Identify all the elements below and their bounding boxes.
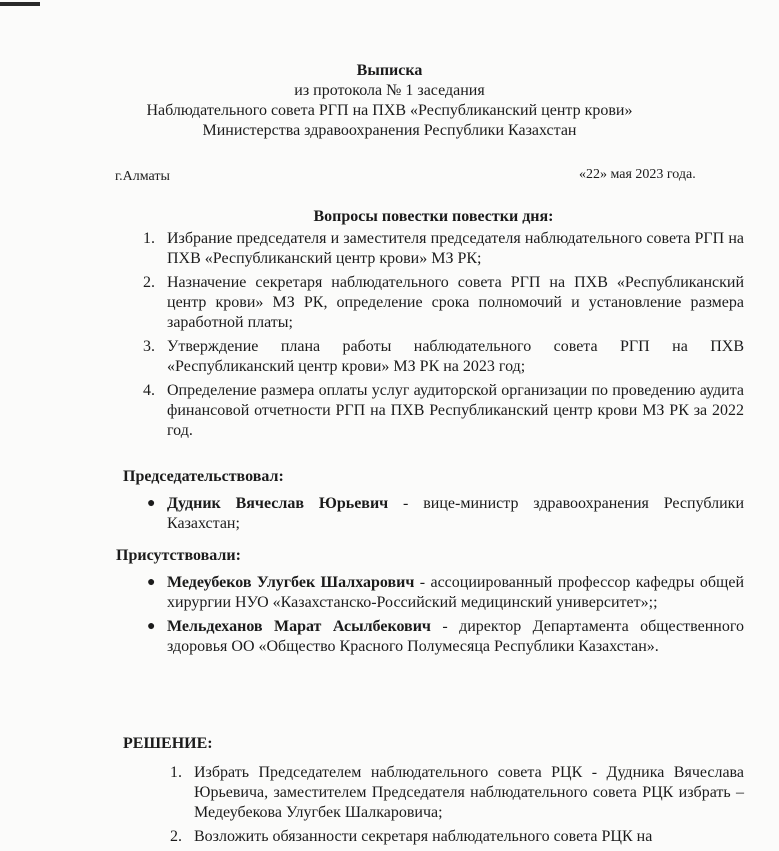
list-item [147, 617, 744, 657]
bullet-icon: ● [147, 575, 156, 590]
person-name: Мельдеханов Марат Асылбекович [167, 618, 431, 635]
ministry-line: Министерства здравоохранения Республики Казахстан [202, 122, 577, 139]
person-role: - вице-министр здравоохранения Республики Казахстан; [167, 495, 745, 532]
decision-heading: РЕШЕНИЕ: [123, 735, 213, 752]
present-list [147, 573, 745, 661]
person-role: - директор Департамента общественного здоровья ОО «Общество Красного Полумесяца Республики Казахстан». [167, 618, 744, 655]
list-item [147, 573, 745, 613]
date-label: «22» мая 2023 года. [579, 167, 696, 182]
agenda-item: 1. Избрание председателя и заместителя председателя наблюдательного совета РГП на ПХВ «Республиканский центр крови» МЗ РК; [143, 230, 744, 267]
bullet-icon: ● [147, 619, 156, 634]
place-label: г.Алматы [115, 169, 170, 184]
chaired-list [147, 494, 745, 538]
agenda-item: 4. Определение размера оплаты услуг аудиторской организации по проведению аудита финансовой отчетности РГП на ПХВ Республиканский центр крови МЗ РК за 2022 год. [143, 382, 744, 439]
person-name: Медеубеков Улугбек Шалхарович [167, 574, 415, 591]
agenda-item: 3. Утверждение плана работы наблюдательного совета РГП на ПХВ «Республиканский центр крови» МЗ РК на 2023 год; [143, 338, 744, 375]
agenda-heading: Вопросы повестки повестки дня: [313, 208, 554, 225]
document-title: Выписка [356, 62, 423, 79]
agenda-item: 2. Назначение секретаря наблюдательного совета РГП на ПХВ «Республиканский центр крови» МЗ РК, определение срока полномочий и установление размера заработной платы; [143, 274, 744, 331]
protocol-line: из протокола № 1 заседания [294, 82, 485, 99]
person-name: Дудник Вячеслав Юрьевич [167, 495, 389, 512]
council-line: Наблюдательного совета РГП на ПХВ «Республиканский центр крови» [146, 102, 633, 119]
chaired-heading: Председательствовал: [123, 468, 284, 485]
bullet-icon: ● [147, 496, 156, 511]
decision-item: 2. Возложить обязанности секретаря наблюдательного совета РЦК на [170, 828, 653, 845]
decision-item: 1. Избрать Председателем наблюдательного совета РЦК - Дудника Вячеслава Юрьевича, заместителем Председателя наблюдательного совета РЦК избрать – Медеубекова Улугбек Шалкаровича; [170, 764, 744, 821]
person-role: - ассоциированный профессор кафедры общей хирургии НУО «Казахстанско-Российский медицинский университет»;; [167, 574, 745, 611]
agenda-list [143, 229, 744, 445]
decision-list [170, 763, 744, 851]
scan-edge-mark [0, 2, 40, 6]
list-item [147, 494, 745, 534]
present-heading: Присутствовали: [116, 547, 241, 564]
